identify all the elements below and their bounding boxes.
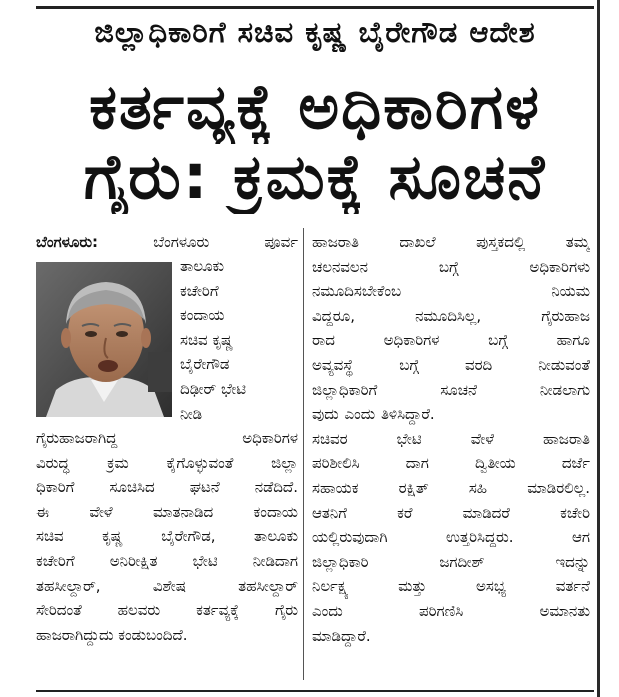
- text-line: ಸೇರಿದಂತೆ ಹಲವರು ಕರ್ತವ್ಯಕ್ಕೆ ಗೈರು: [36, 601, 298, 620]
- text-line: ಹಾಜರಾತಿ ದಾಖಲೆ ಪುಸ್ತಕದಲ್ಲಿ ತಮ್ಮ: [312, 233, 590, 251]
- text-line: ಕಂದಾಯ: [180, 306, 225, 325]
- text-line: ಪರಿಶೀಲಿಸಿ ದಾಗ ದ್ವಿತೀಯ ದರ್ಜೆ: [312, 454, 590, 473]
- text-line: ಬೈರೇಗೌಡ: [180, 355, 230, 374]
- kicker-line: ಜಿಲ್ಲಾಧಿಕಾರಿಗೆ ಸಚಿವ ಕೃಷ್ಣ ಬೈರೇಗೌಡ ಆದೇಶ: [94, 15, 536, 49]
- text-line: ಕಚೇರಿಗೆ ಅನಿರೀಕ್ಷಿತ ಭೇಟಿ ನೀಡಿದಾಗ: [36, 551, 298, 570]
- text-line: ಈ ವೇಳೆ ಮಾತನಾಡಿದ ಕಂದಾಯ: [36, 502, 298, 521]
- text-line: ತಾಲೂಕು: [180, 257, 225, 275]
- text-line: ನೀಡಿ: [180, 404, 203, 423]
- text-line: ರಾದ ಅಧಿಕಾರಿಗಳ ಬಗ್ಗೆ ಹಾಗೂ: [312, 331, 590, 350]
- text-line: ವಿದ್ದರೂ, ನಮೂದಿಸಿಲ್ಲ, ಗೈರುಹಾಜ: [312, 306, 590, 325]
- text-line: ನಮೂದಿಸಬೇಕೆಂಬ ನಿಯಮ: [312, 282, 590, 301]
- text-line: ವಿರುದ್ಧ ಕ್ರಮ ಕೈಗೊಳ್ಳುವಂತೆ ಜಿಲ್ಲಾ: [36, 453, 298, 472]
- right-border: [597, 0, 600, 697]
- text-line: ಅವ್ಯವಸ್ಥೆ ಬಗ್ಗೆ ವರದಿ ನೀಡುವಂತೆ: [312, 355, 590, 374]
- top-rule: [36, 6, 594, 9]
- text-line: ವುದು ಎಂದು ತಿಳಿಸಿದ್ದಾರೆ.: [312, 405, 435, 424]
- text-line: ಯಲ್ಲಿರುವುದಾಗಿ ಉತ್ತರಿಸಿದ್ದರು. ಆಗ: [312, 528, 590, 547]
- text-line: ಸಚಿವ ಕೃಷ್ಣ ಬೈರೇಗೌಡ, ತಾಲೂಕು: [36, 527, 298, 546]
- text-line: ಕಚೇರಿಗೆ: [180, 281, 219, 300]
- text-line: ಸಚಿವರ ಭೇಟಿ ವೇಳೆ ಹಾಜರಾತಿ: [312, 429, 590, 448]
- portrait-image: [36, 262, 172, 417]
- text-line: ಜಿಲ್ಲಾಧಿಕಾರಿಗೆ ಸೂಚನೆ ನೀಡಲಾಗು: [312, 380, 590, 399]
- headline-line-2: ಗೈರು: ಕ್ರಮಕ್ಕೆ ಸೂಚನೆ: [83, 140, 547, 213]
- text-line: ಆತನಿಗೆ ಕರೆ ಮಾಡಿದರೆ ಕಚೇರಿ: [312, 503, 590, 522]
- text-line: ಧಿಕಾರಿಗೆ ಸೂಚಿಸಿದ ಘಟನೆ ನಡೆದಿದೆ.: [36, 478, 298, 497]
- text-line: ಹಾಜರಾಗಿದ್ದುದು ಕಂಡುಬಂದಿದೆ.: [36, 625, 188, 644]
- text-line: ಜಿಲ್ಲಾಧಿಕಾರಿ ಜಗದೀಶ್ ಇದನ್ನು: [312, 552, 590, 571]
- dateline: ಬೆಂಗಳೂರು:: [36, 233, 99, 251]
- right-column: [312, 230, 590, 648]
- minister-photo: [36, 262, 172, 417]
- bottom-rule: [36, 690, 594, 692]
- text-line: ನಿರ್ಲಕ್ಷ್ಯ ಮತ್ತು ಅಸಭ್ಯ ವರ್ತನೆ: [312, 577, 590, 596]
- text-line: ತಹಸೀಲ್ದಾರ್, ವಿಶೇಷ ತಹಸೀಲ್ದಾರ್: [36, 576, 298, 595]
- column-divider: [303, 228, 304, 680]
- text-line: ಸಚಿವ ಕೃಷ್ಣ: [180, 330, 234, 349]
- text-line: ಚಲನವಲನ ಬಗ್ಗೆ ಅಧಿಕಾರಿಗಳು: [312, 257, 590, 276]
- text-beside-photo: [180, 254, 298, 426]
- left-column-first-line: [36, 230, 298, 255]
- headline-line-1: ಕರ್ತವ್ಯಕ್ಕೆ ಅಧಿಕಾರಿಗಳ: [89, 70, 541, 143]
- first-line-text: ಬೆಂಗಳೂರು ಪೂರ್ವ: [153, 233, 298, 251]
- text-line: ದಿಢೀರ್ ಭೇಟಿ: [180, 379, 246, 398]
- text-line: ಎಂದು ಪರಿಗಣಿಸಿ ಅಮಾನತು: [312, 601, 590, 620]
- text-line: ಗೈರುಹಾಜರಾಗಿದ್ದ ಅಧಿಕಾರಿಗಳ: [36, 429, 298, 447]
- text-line: ಮಾಡಿದ್ದಾರೆ.: [312, 626, 371, 645]
- text-line: ಸಹಾಯಕ ರಕ್ಷಿತ್ ಸಹಿ ಮಾಡಿರಲಿಲ್ಲ.: [312, 478, 590, 497]
- text-below-photo: [36, 426, 298, 647]
